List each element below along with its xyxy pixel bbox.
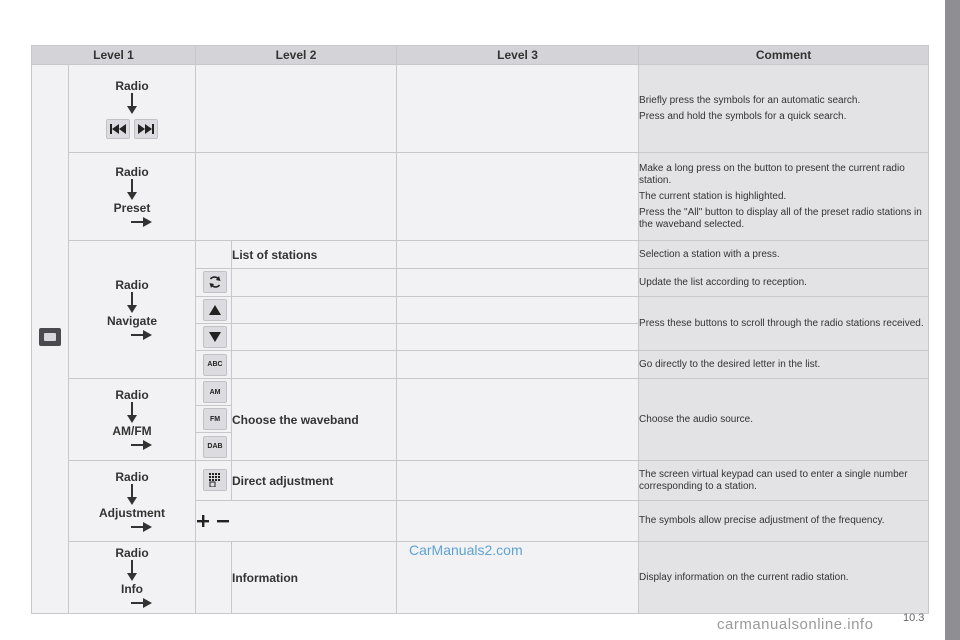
abc-icon[interactable]: ABC	[203, 354, 227, 376]
level2-icon-cell	[196, 461, 232, 501]
header-level-3: Level 3	[397, 46, 639, 65]
arrow-right-icon	[131, 216, 153, 228]
minus-icon[interactable]	[217, 515, 229, 527]
arrow-down-icon	[126, 93, 138, 115]
level1-sublabel: AM/FM	[112, 424, 152, 438]
arrow-down-icon	[126, 292, 138, 314]
keypad-icon[interactable]	[203, 469, 227, 491]
seek-back-icon[interactable]	[106, 119, 130, 139]
radio-mode-icon	[39, 328, 61, 346]
level2-icon-cell	[196, 351, 232, 379]
level2-cell	[196, 65, 397, 153]
comment-text: Briefly press the symbols for an automatic search.	[639, 94, 861, 106]
level2-icon-cell	[196, 379, 232, 406]
level1-label: Radio	[115, 78, 149, 93]
watermark-text: CarManuals2.com	[409, 542, 523, 558]
level3-cell	[397, 501, 639, 542]
level2-label-cell	[232, 351, 397, 379]
fm-band-icon[interactable]: FM	[203, 408, 227, 430]
table-row	[32, 241, 929, 269]
level1-cell	[69, 379, 196, 461]
level2-label-cell: Information	[232, 542, 397, 614]
footer-watermark: carmanualsonline.info	[717, 616, 874, 633]
comment-text: Press the "All" button to display all of the preset radio stations in the waveband selected.	[639, 206, 922, 230]
table-row	[32, 65, 929, 153]
level2-icon-cell	[196, 269, 232, 297]
level2-label-cell: List of stations	[232, 241, 397, 269]
level1-label: Radio	[115, 546, 149, 560]
level1-sublabel: Info	[121, 582, 143, 596]
arrow-right-icon	[131, 329, 153, 341]
page-edge-bar	[945, 0, 960, 640]
table-row	[32, 153, 929, 241]
table-row	[32, 379, 929, 406]
level2-icon-cell	[196, 324, 232, 351]
level2-label-cell	[232, 324, 397, 351]
level2-cell	[196, 153, 397, 241]
level1-label: Radio	[115, 388, 149, 402]
level1-cell	[69, 461, 196, 542]
level2-icon-cell	[196, 406, 232, 433]
level1-sublabel: Adjustment	[99, 505, 165, 520]
comment-cell: The screen virtual keypad can used to enter a single number corresponding to a station.	[639, 461, 929, 501]
refresh-icon[interactable]	[203, 271, 227, 293]
header-level-1: Level 1	[32, 46, 196, 65]
level3-cell	[397, 153, 639, 241]
table-header-row	[32, 46, 929, 65]
level2-label-cell	[232, 297, 397, 324]
level3-cell	[397, 324, 639, 351]
scroll-down-icon[interactable]	[203, 326, 227, 348]
comment-text: The current station is highlighted.	[639, 190, 787, 202]
table-row	[32, 461, 929, 501]
level3-cell	[397, 379, 639, 461]
dab-band-icon[interactable]: DAB	[203, 436, 227, 458]
level2-icon-cell	[196, 297, 232, 324]
scroll-up-icon[interactable]	[203, 299, 227, 321]
level2-label-cell: Choose the waveband	[232, 379, 397, 461]
mode-icon-cell	[32, 65, 69, 614]
level3-cell	[397, 269, 639, 297]
page-number: 10.3	[903, 612, 925, 624]
radio-menu-table	[31, 45, 929, 614]
level3-cell	[397, 461, 639, 501]
arrow-down-icon	[126, 402, 138, 424]
level1-cell	[69, 241, 196, 379]
arrow-down-icon	[126, 560, 138, 582]
level3-cell	[397, 297, 639, 324]
comment-cell: Selection a station with a press.	[639, 241, 929, 269]
comment-cell	[639, 153, 929, 241]
arrow-right-icon	[131, 439, 153, 451]
level1-cell	[69, 153, 196, 241]
comment-cell: Press these buttons to scroll through the radio stations received.	[639, 297, 929, 351]
plus-icon[interactable]	[197, 515, 209, 527]
header-comment: Comment	[639, 46, 929, 65]
comment-cell: Update the list according to reception.	[639, 269, 929, 297]
level1-cell	[69, 65, 196, 153]
level1-sublabel: Preset	[113, 201, 151, 215]
level2-icon-cell	[196, 433, 232, 461]
level3-cell	[397, 241, 639, 269]
comment-cell: Choose the audio source.	[639, 379, 929, 461]
comment-cell: The symbols allow precise adjustment of the frequency.	[639, 501, 929, 542]
am-band-icon[interactable]: AM	[203, 381, 227, 403]
level3-cell	[397, 65, 639, 153]
level2-label-cell: Direct adjustment	[232, 461, 397, 501]
level1-label: Radio	[115, 165, 149, 179]
level2-label-cell	[232, 269, 397, 297]
arrow-right-icon	[131, 597, 153, 609]
comment-cell: Go directly to the desired letter in the list.	[639, 351, 929, 379]
comment-cell: Display information on the current radio station.	[639, 542, 929, 614]
level3-cell	[397, 351, 639, 379]
comment-text: Press and hold the symbols for a quick search.	[639, 110, 847, 122]
level1-cell	[69, 542, 196, 614]
level2-icon-cell	[196, 542, 232, 614]
level2-icon-cell	[196, 501, 397, 542]
arrow-down-icon	[126, 484, 138, 506]
level2-icon-cell	[196, 241, 232, 269]
level1-sublabel: Navigate	[106, 314, 158, 328]
arrow-right-icon	[131, 521, 153, 533]
comment-cell	[639, 65, 929, 153]
level1-label: Radio	[115, 278, 149, 292]
seek-forward-icon[interactable]	[134, 119, 158, 139]
level1-label: Radio	[115, 469, 149, 484]
arrow-down-icon	[126, 179, 138, 201]
header-level-2: Level 2	[196, 46, 397, 65]
comment-text: Make a long press on the button to present the current radio station.	[639, 162, 905, 186]
